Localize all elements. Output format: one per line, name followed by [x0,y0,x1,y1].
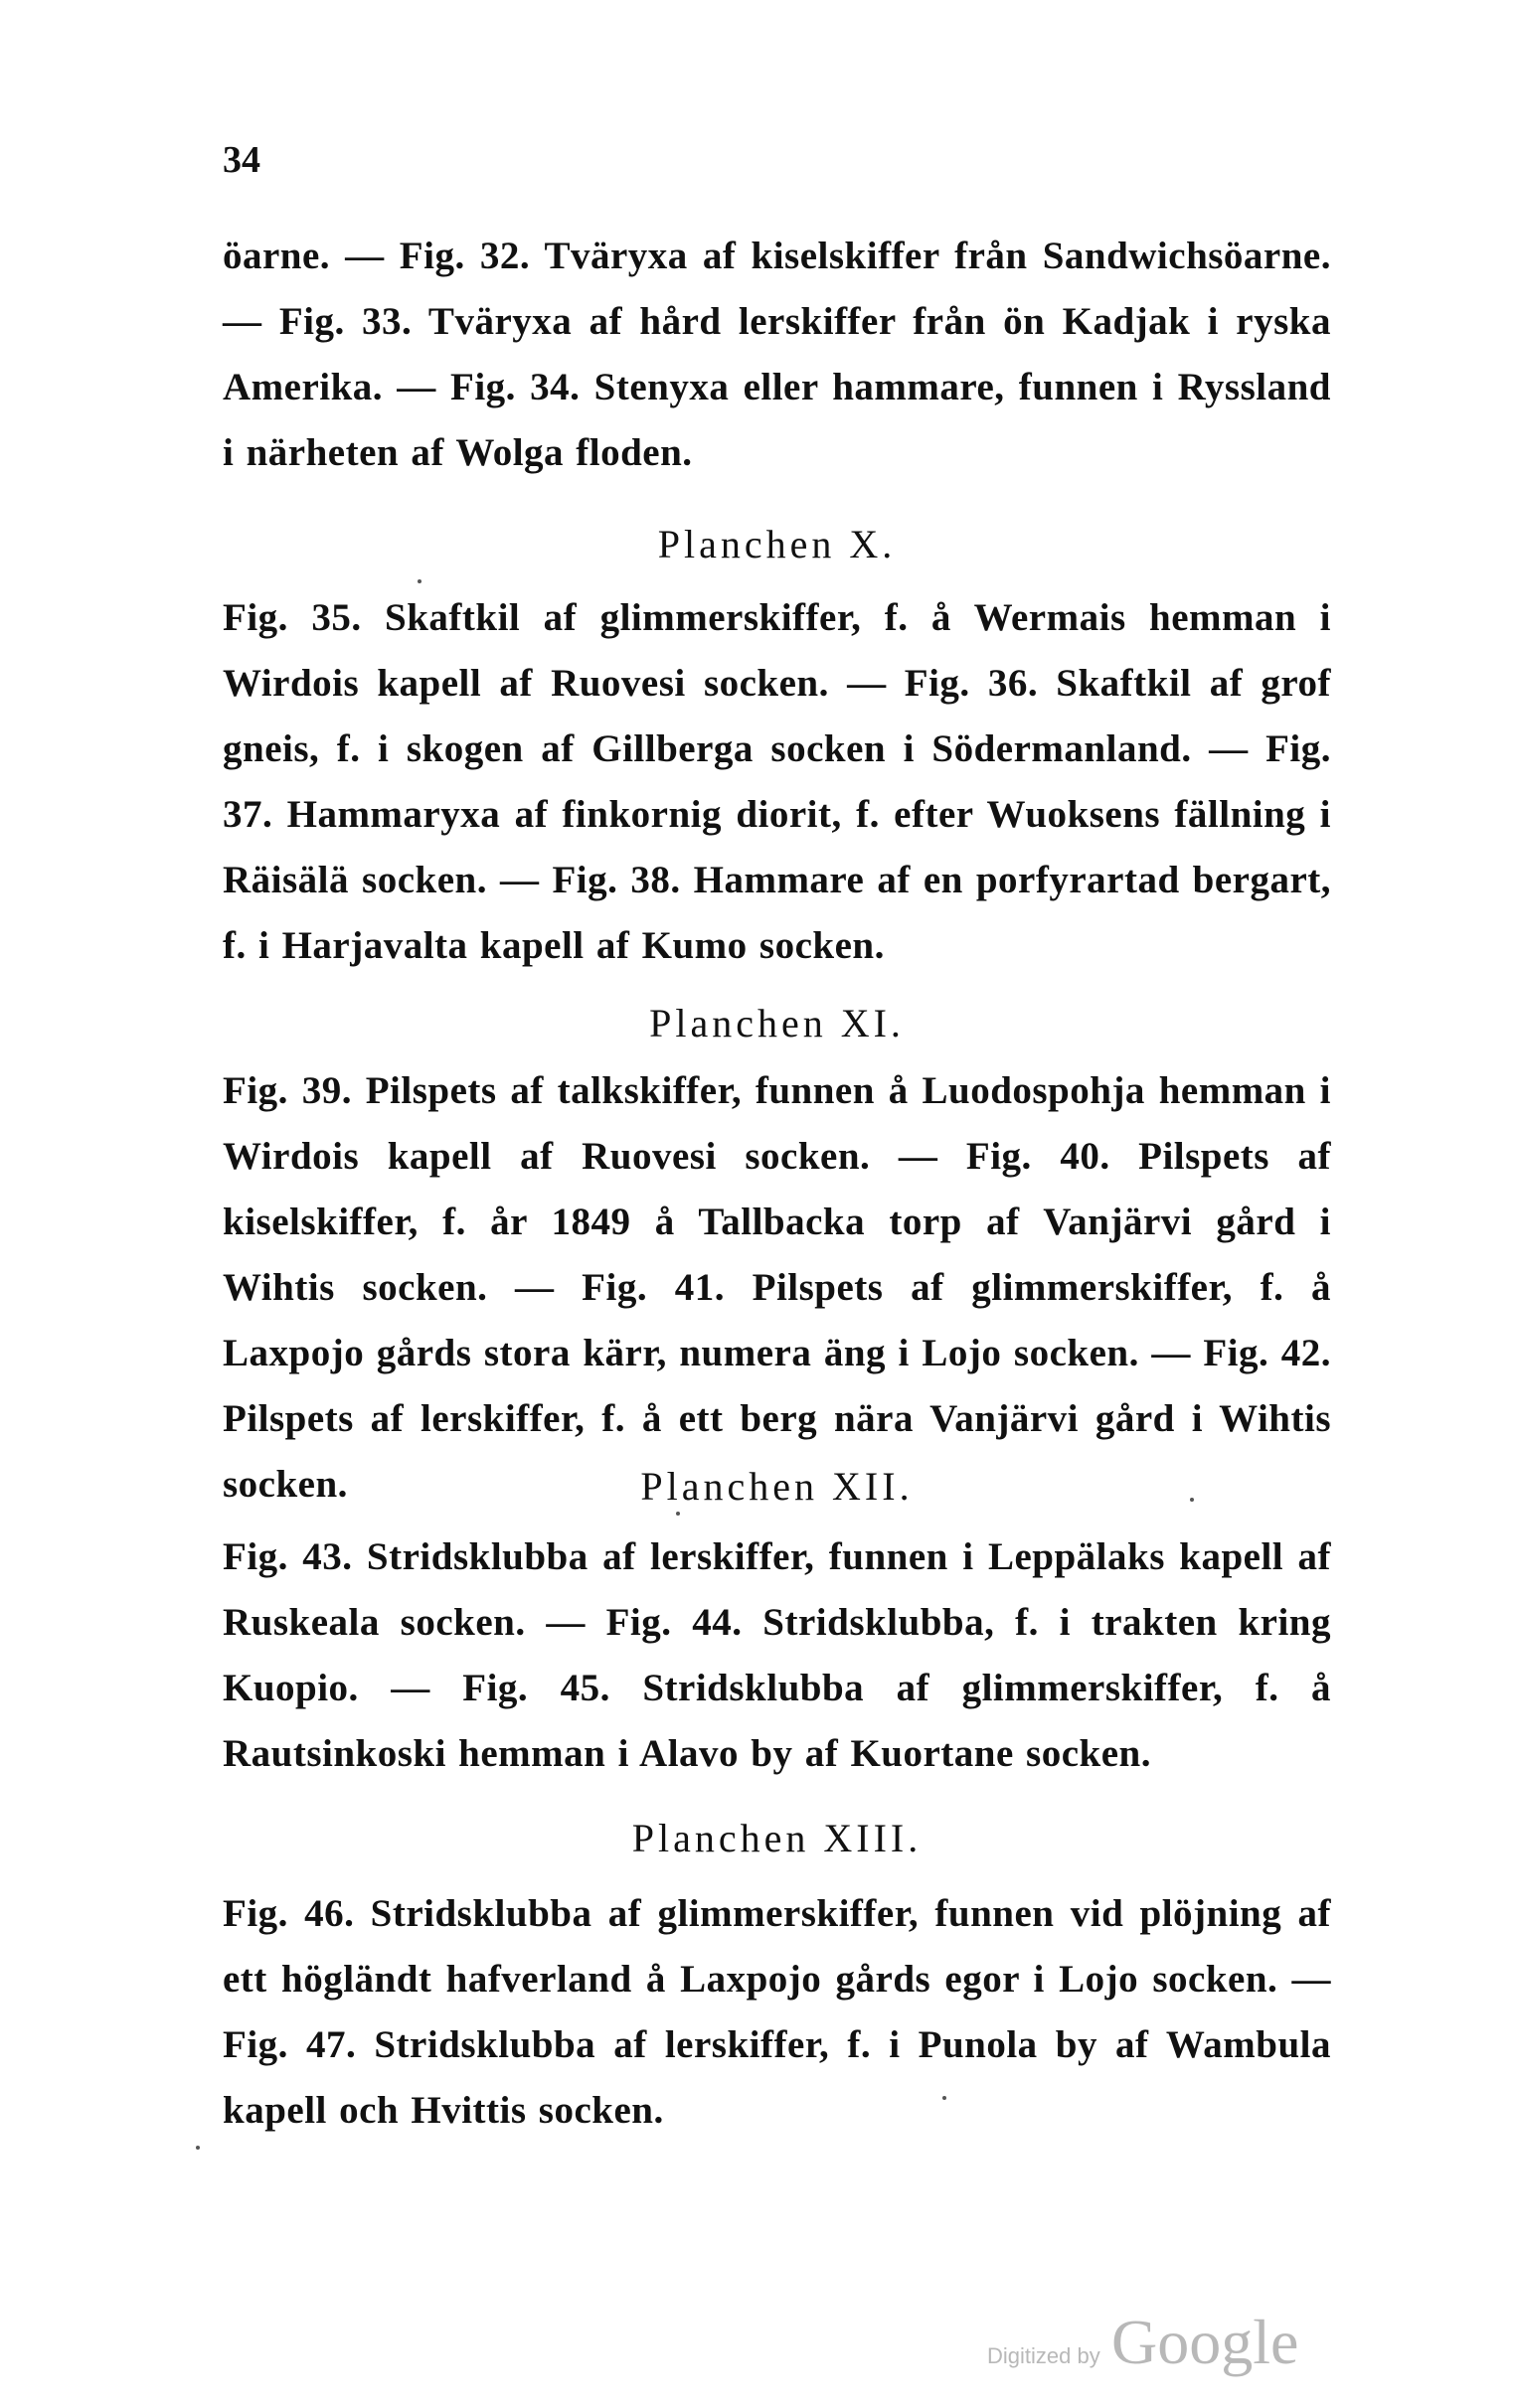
heading-planchen-xii: Planchen XII. [640,1464,914,1509]
print-speck [676,1512,680,1516]
print-speck [942,2096,946,2100]
paragraph-intro: öarne. — Fig. 32. Tväryxa af kiselskiffer från Sandwichsöarne. — Fig. 33. Tväryxa af hård lerskiffer från ön Kadjak i ryska Amerika. — Fig. 34. Stenyxa eller hammare, funnen i Ryssland i närheten af Wolga floden. [223,235,1331,474]
paragraph-planchen-xii: Fig. 43. Stridsklubba af lerskiffer, funnen i Leppälaks kapell af Ruskeala socken. — Fig. 44. Stridsklubba, f. i trakten kring Kuopio. — Fig. 45. Stridsklubba af glimmerskiffer, f. å Rautsinkoski hemman i Alavo by af Kuortane socken. [223,1535,1331,1775]
paragraph-planchen-xi: Fig. 39. Pilspets af talkskiffer, funnen å Luodospohja hemman i Wirdois kapell af Ruovesi socken. — Fig. 40. Pilspets af kiselskiffer, f. år 1849 å Tallbacka torp af Vanjärvi gård i Wihtis socken. — Fig. 41. Pilspets af glimmerskiffer, f. å Laxpojo gårds stora kärr, numera äng i Lojo socken. — Fig. 42. Pilspets af lerskiffer, f. å ett berg nära Vanjärvi gård i Wihtis socken. [223,1069,1331,1506]
heading-planchen-xi: Planchen XI. [649,1001,905,1045]
paragraph-planchen-x: Fig. 35. Skaftkil af glimmerskiffer, f. å Wermais hemman i Wirdois kapell af Ruovesi socken. — Fig. 36. Skaftkil af grof gneis, f. i skogen af Gillberga socken i Södermanland. — Fig. 37. Hammaryxa af finkornig diorit, f. efter Wuoksens fällning i Räisälä socken. — Fig. 38. Hammare af en porfyrartad bergart, f. i Harjavalta kapell af Kumo socken. [223,596,1331,967]
watermark-digitized-by: Digitized by [987,2343,1100,2368]
print-speck [1190,1498,1194,1502]
google-watermark [987,2306,1325,2385]
print-speck [196,2146,200,2150]
heading-planchen-x: Planchen X. [657,522,897,566]
print-speck [418,579,421,583]
paragraph-planchen-xiii: Fig. 46. Stridsklubba af glimmerskiffer, funnen vid plöjning af ett högländt hafverland å Laxpojo gårds egor i Lojo socken. — Fig. 47. Stridsklubba af lerskiffer, f. i Punola by af Wambula kapell och Hvittis socken. [223,1892,1331,2132]
heading-planchen-xiii: Planchen XIII. [631,1816,923,1860]
page-number: 34 [223,139,260,181]
watermark-google-logo: Google [1111,2307,1299,2377]
